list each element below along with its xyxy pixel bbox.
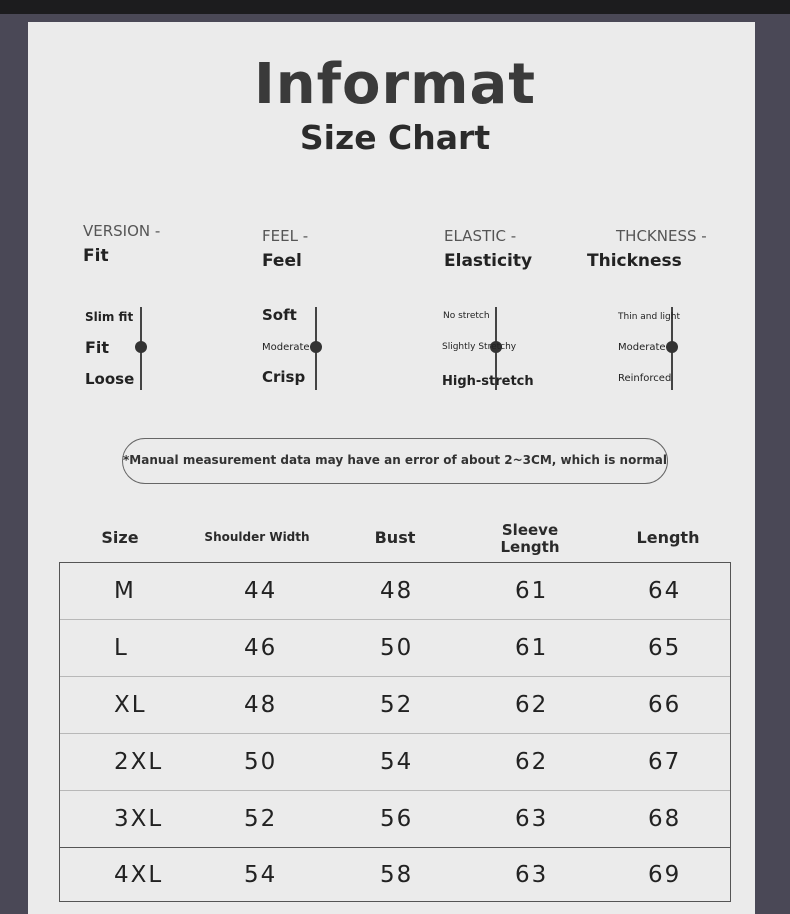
cell-size: 4XL bbox=[114, 861, 164, 888]
category-name: Thickness bbox=[587, 251, 682, 271]
option-high-stretch: High-stretch bbox=[442, 374, 534, 389]
brand-title: Informat bbox=[253, 52, 537, 117]
cell-length: 68 bbox=[648, 806, 682, 832]
category-name: Fit bbox=[83, 246, 109, 266]
category-label: VERSION - bbox=[83, 222, 161, 240]
option-soft: Soft bbox=[262, 306, 297, 324]
header-size: Size bbox=[101, 528, 139, 547]
cell-bust: 56 bbox=[380, 806, 414, 832]
table-row bbox=[60, 677, 730, 734]
option-moderate: Moderate bbox=[618, 342, 666, 353]
table-row bbox=[60, 563, 730, 620]
category-elastic bbox=[444, 227, 532, 271]
option-crisp: Crisp bbox=[262, 368, 306, 386]
table-row bbox=[60, 791, 730, 848]
header-bust: Bust bbox=[374, 528, 416, 547]
category-name: Elasticity bbox=[444, 251, 533, 271]
option-moderate: Moderate bbox=[262, 342, 310, 353]
size-table bbox=[59, 562, 731, 902]
chart-subtitle: Size Chart bbox=[299, 118, 491, 157]
cell-sleeve: 62 bbox=[515, 692, 549, 718]
table-row bbox=[60, 734, 730, 791]
cell-bust: 52 bbox=[380, 692, 414, 718]
top-bar bbox=[0, 0, 790, 14]
cell-sleeve: 61 bbox=[515, 635, 549, 661]
cell-sleeve: 63 bbox=[515, 861, 549, 888]
option-reinforced: Reinforced bbox=[618, 373, 672, 384]
category-version bbox=[83, 222, 160, 266]
cell-bust: 50 bbox=[380, 635, 414, 661]
cell-bust: 54 bbox=[380, 749, 414, 775]
cell-shoulder: 46 bbox=[244, 635, 278, 661]
scale-marker bbox=[310, 341, 322, 353]
header-shoulder-width: Shoulder Width bbox=[204, 530, 310, 544]
header-length: Length bbox=[636, 528, 700, 547]
category-name: Feel bbox=[262, 251, 302, 271]
scale-marker bbox=[666, 341, 678, 353]
category-thickness bbox=[587, 227, 707, 271]
cell-size: 2XL bbox=[114, 749, 164, 775]
cell-shoulder: 44 bbox=[244, 578, 278, 604]
cell-size: XL bbox=[114, 692, 147, 718]
cell-bust: 48 bbox=[380, 578, 414, 604]
cell-size: M bbox=[114, 578, 136, 604]
cell-shoulder: 54 bbox=[244, 861, 278, 888]
cell-length: 67 bbox=[648, 749, 682, 775]
option-slim-fit: Slim fit bbox=[85, 310, 134, 324]
cell-length: 64 bbox=[648, 578, 682, 604]
option-slightly-stretchy: Slightly Stretchy bbox=[442, 342, 517, 352]
category-label: FEEL - bbox=[262, 227, 309, 245]
cell-length: 66 bbox=[648, 692, 682, 718]
cell-shoulder: 50 bbox=[244, 749, 278, 775]
option-thin-and-light: Thin and light bbox=[618, 312, 681, 322]
option-loose: Loose bbox=[85, 370, 135, 388]
cell-size: L bbox=[114, 635, 129, 661]
cell-bust: 58 bbox=[380, 861, 414, 888]
category-label: THCKNESS - bbox=[616, 227, 707, 245]
scale-marker bbox=[135, 341, 147, 353]
cell-shoulder: 52 bbox=[244, 806, 278, 832]
category-label: ELASTIC - bbox=[444, 227, 517, 245]
option-no-stretch: No stretch bbox=[443, 311, 490, 321]
category-feel bbox=[262, 227, 308, 271]
cell-sleeve: 63 bbox=[515, 806, 549, 832]
cell-shoulder: 48 bbox=[244, 692, 278, 718]
cell-sleeve: 62 bbox=[515, 749, 549, 775]
cell-length: 69 bbox=[648, 861, 682, 888]
header-sleeve-length: Sleeve Length bbox=[500, 521, 560, 556]
measurement-note: *Manual measurement data may have an error of about 2~3CM, which is normal bbox=[122, 438, 668, 484]
cell-sleeve: 61 bbox=[515, 578, 549, 604]
table-row bbox=[60, 620, 730, 677]
cell-length: 65 bbox=[648, 635, 682, 661]
option-fit: Fit bbox=[85, 338, 110, 357]
cell-size: 3XL bbox=[114, 806, 164, 832]
table-row bbox=[60, 848, 730, 901]
